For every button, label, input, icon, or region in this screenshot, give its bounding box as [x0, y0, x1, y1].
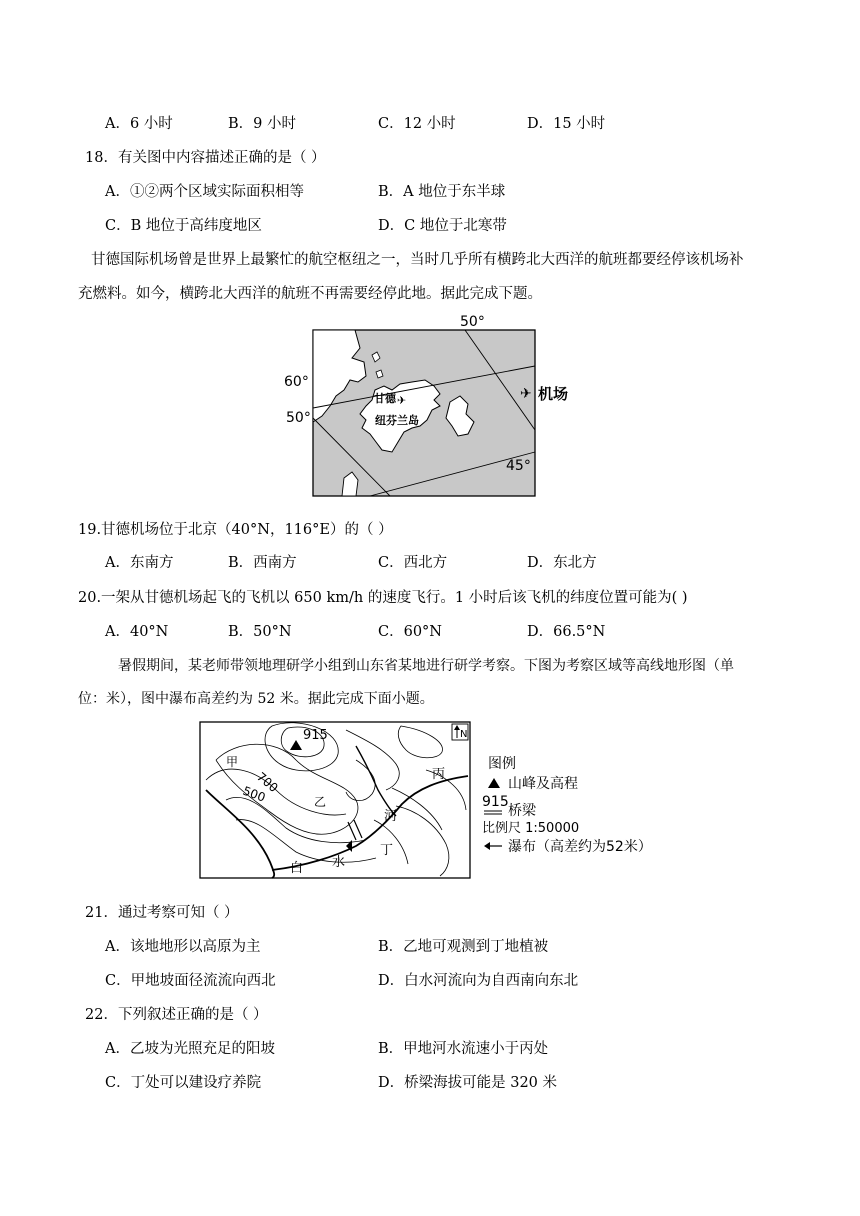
q18-option-c: C．B 地位于高纬度地区 [105, 218, 262, 234]
airport-icon: ✈ [397, 394, 407, 407]
passage1-line2: 充燃料。如今，横跨北大西洋的航班不再需要经停此地。据此完成下题。 [78, 286, 542, 302]
passage2-line2: 位：米），图中瀑布高差约为 52 米。据此完成下面小题。 [78, 691, 434, 707]
map2-river-he: 河 [384, 809, 398, 824]
map2-legend-title: 图例 [488, 756, 516, 772]
q20-option-d: D．66.5°N [527, 624, 606, 640]
legend-airport-icon: ✈ [520, 386, 532, 402]
q18-option-b: B．A 地位于东半球 [378, 184, 506, 200]
q19-option-d: D．东北方 [527, 555, 597, 571]
q22-option-a: A．乙坡为光照充足的阳坡 [105, 1041, 275, 1057]
q20-option-c: C．60°N [378, 624, 442, 640]
map2-place-jia: 甲 [226, 755, 239, 769]
q22-option-b: B．甲地河水流速小于丙处 [378, 1041, 549, 1057]
map2-contour-500: 500 [240, 783, 268, 805]
map2-place-ding: 丁 [380, 843, 394, 858]
map2-contour-700: 700 [254, 769, 281, 796]
map2-legend-waterfall: 瀑布（高差约为52米） [508, 839, 652, 855]
q20-option-a: A．40°N [105, 624, 169, 640]
q17-option-a: A．6 小时 [105, 116, 173, 132]
map2-river-shui: 水 [332, 855, 346, 870]
q18-stem: 18．有关图中内容描述正确的是（ ） [85, 150, 326, 166]
newfoundland-map [280, 310, 600, 502]
q18-option-d: D．C 地位于北寒带 [378, 218, 507, 234]
map1-place-island: 纽芬兰岛 [375, 414, 419, 427]
map2-north: N [460, 729, 468, 740]
q21-stem: 21．通过考察可知（ ） [85, 905, 239, 921]
q17-option-b: B．9 小时 [228, 116, 296, 132]
map1-lat-60: 60° [284, 374, 309, 390]
q17-option-d: D．15 小时 [527, 116, 606, 132]
map2-legend-peak: 山峰及高程 [508, 776, 578, 792]
q21-option-a: A．该地地形以高原为主 [105, 939, 261, 955]
map1-lat-50: 50° [286, 410, 311, 426]
q20-stem: 20.一架从甘德机场起飞的飞机以 650 km/h 的速度飞行。1 小时后该飞机的纬度位置可能为( ) [78, 590, 688, 606]
map2-legend-scale: 比例尺 1:50000 [482, 821, 580, 836]
q22-stem: 22．下列叙述正确的是（ ） [85, 1007, 268, 1023]
q21-option-b: B．乙地可观测到丁地植被 [378, 939, 549, 955]
map2-legend-bridge: 桥梁 [508, 803, 536, 819]
q19-option-b: B．西南方 [228, 555, 297, 571]
map2-place-yi: 乙 [314, 795, 327, 809]
map2-place-bing: 丙 [432, 767, 446, 782]
q22-option-d: D．桥梁海拔可能是 320 米 [378, 1075, 558, 1091]
map1-place-gander: 甘德 [374, 392, 396, 405]
q17-option-c: C．12 小时 [378, 116, 456, 132]
contour-map [196, 720, 658, 882]
q22-option-c: C．丁处可以建设疗养院 [105, 1075, 262, 1091]
q21-option-d: D．白水河流向为自西南向东北 [378, 973, 579, 989]
legend-airport-label: 机场 [538, 385, 569, 403]
q18-option-a: A．①②两个区域实际面积相等 [105, 184, 304, 200]
q19-option-a: A．东南方 [105, 555, 174, 571]
q20-option-b: B．50°N [228, 624, 292, 640]
map2-legend-peak-num: 915 [482, 794, 509, 810]
map1-lat-top: 50° [460, 314, 485, 330]
q19-option-c: C．西北方 [378, 555, 448, 571]
passage2-line1: 暑假期间，某老师带领地理研学小组到山东省某地进行研学考察。下图为考察区域等高线地形图（单 [118, 658, 734, 674]
q19-stem: 19.甘德机场位于北京（40°N，116°E）的（ ） [78, 522, 393, 538]
map1-lat-45: 45° [506, 458, 531, 474]
passage1-line1: 甘德国际机场曾是世界上最繁忙的航空枢纽之一，当时几乎所有横跨北大西洋的航班都要经停该机场补 [91, 252, 744, 268]
legend-peak-icon [488, 778, 500, 788]
map2-peak-elev: 915 [303, 728, 328, 743]
map2-river-bai: 白 [290, 861, 304, 876]
q21-option-c: C．甲地坡面径流流向西北 [105, 973, 276, 989]
